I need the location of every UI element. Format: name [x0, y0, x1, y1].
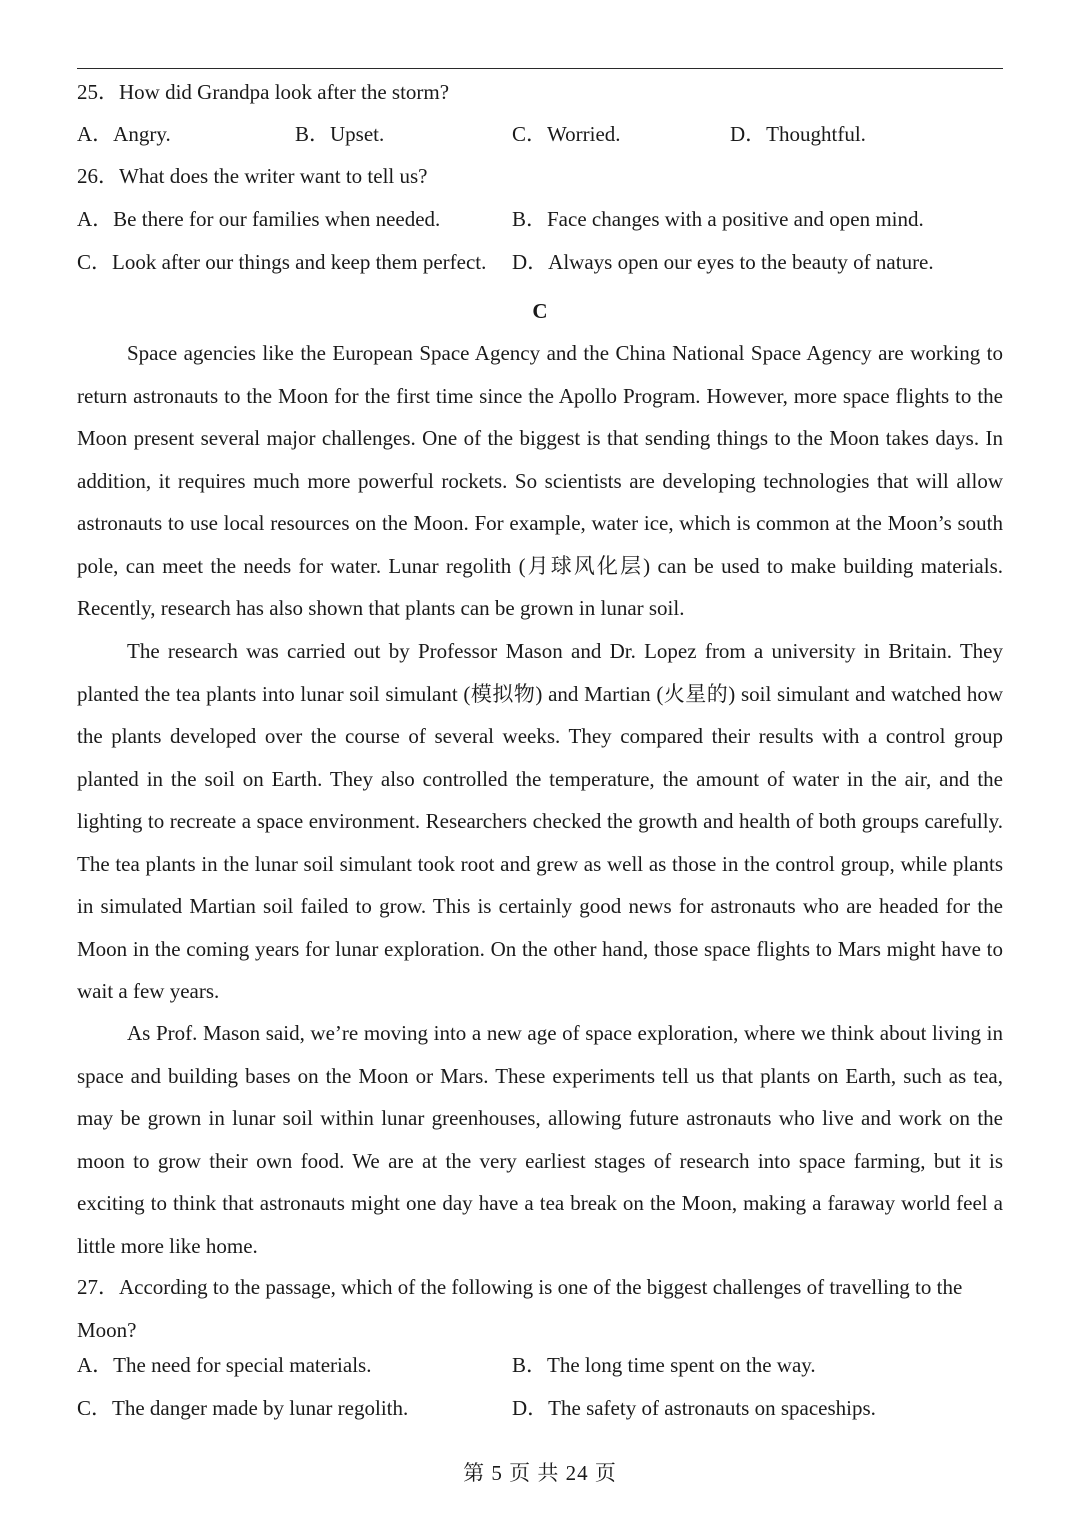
header-rule — [77, 68, 1003, 69]
question-27-option-b: B．The long time spent on the way. — [512, 1353, 816, 1377]
question-25-option-c: C．Worried. — [512, 122, 621, 146]
passage-paragraph-3: As Prof. Mason said, we’re moving into a new age of space exploration, where we think about living in space and building bases on the Moon or Mars. These experiments tell us that plants on Earth, such as tea, may be grown in lunar soil within lunar greenhouses, allowing future astronauts who live and work on the moon to grow their own food. We are at the very earliest stages of research into space farming, but it is exciting to think that astronauts might one day have a tea break on the Moon, making a faraway world feel a little more like home. — [77, 1021, 1003, 1258]
question-27-option-d: D．The safety of astronauts on spaceships. — [512, 1396, 876, 1420]
question-25-option-d: D．Thoughtful. — [730, 122, 866, 146]
question-26-stem: 26．What does the writer want to tell us? — [77, 164, 428, 188]
question-26-option-a: A．Be there for our families when needed. — [77, 207, 441, 231]
passage-paragraph-1: Space agencies like the European Space Agency and the China National Space Agency are working to return astronauts to the Moon for the first time since the Apollo Program. However, more space flights to the Moon present several major challenges. One of the biggest is that sending things to the Moon takes days. In addition, it requires much more powerful rockets. So scientists are developing technologies that will allow astronauts to use local resources on the Moon. For example, water ice, which is common at the Moon’s south pole, can meet the needs for water. Lunar regolith (月球风化层) can be used to make building materials. Recently, research has also shown that plants can be grown in lunar soil. — [77, 341, 1003, 620]
question-25-option-a: A．Angry. — [77, 122, 171, 146]
passage-paragraph-2: The research was carried out by Professor Mason and Dr. Lopez from a university in Britain. They planted the tea plants into lunar soil simulant (模拟物) and Martian (火星的) soil simulant and watched how the plants developed over the course of several weeks. They compared their results with a control group planted in the soil on Earth. They also controlled the temperature, the amount of water in the air, and the lighting to recreate a space environment. Researchers checked the growth and health of both groups carefully. The tea plants in the lunar soil simulant took root and grew as well as those in the control group, while plants in simulated Martian soil failed to grow. This is certainly good news for astronauts who are headed for the Moon in the coming years for lunar exploration. On the other hand, those space flights to Mars might have to wait a few years. — [77, 639, 1003, 1003]
question-25-stem: 25．How did Grandpa look after the storm? — [77, 80, 450, 104]
section-title: C — [532, 299, 548, 323]
question-26-option-c: C．Look after our things and keep them perfect. — [77, 250, 487, 274]
question-27-option-a: A．The need for special materials. — [77, 1353, 372, 1377]
question-27-stem: 27．According to the passage, which of the following is one of the biggest challenges of travelling to the — [77, 1275, 963, 1299]
question-26-option-b: B．Face changes with a positive and open mind. — [512, 207, 924, 231]
question-27-option-c: C．The danger made by lunar regolith. — [77, 1396, 409, 1420]
question-25-option-b: B．Upset. — [295, 122, 385, 146]
question-26-option-d: D．Always open our eyes to the beauty of nature. — [512, 250, 934, 274]
page-footer: 第 5 页 共 24 页 — [463, 1461, 617, 1485]
question-27-stem-cont: Moon? — [77, 1318, 137, 1342]
